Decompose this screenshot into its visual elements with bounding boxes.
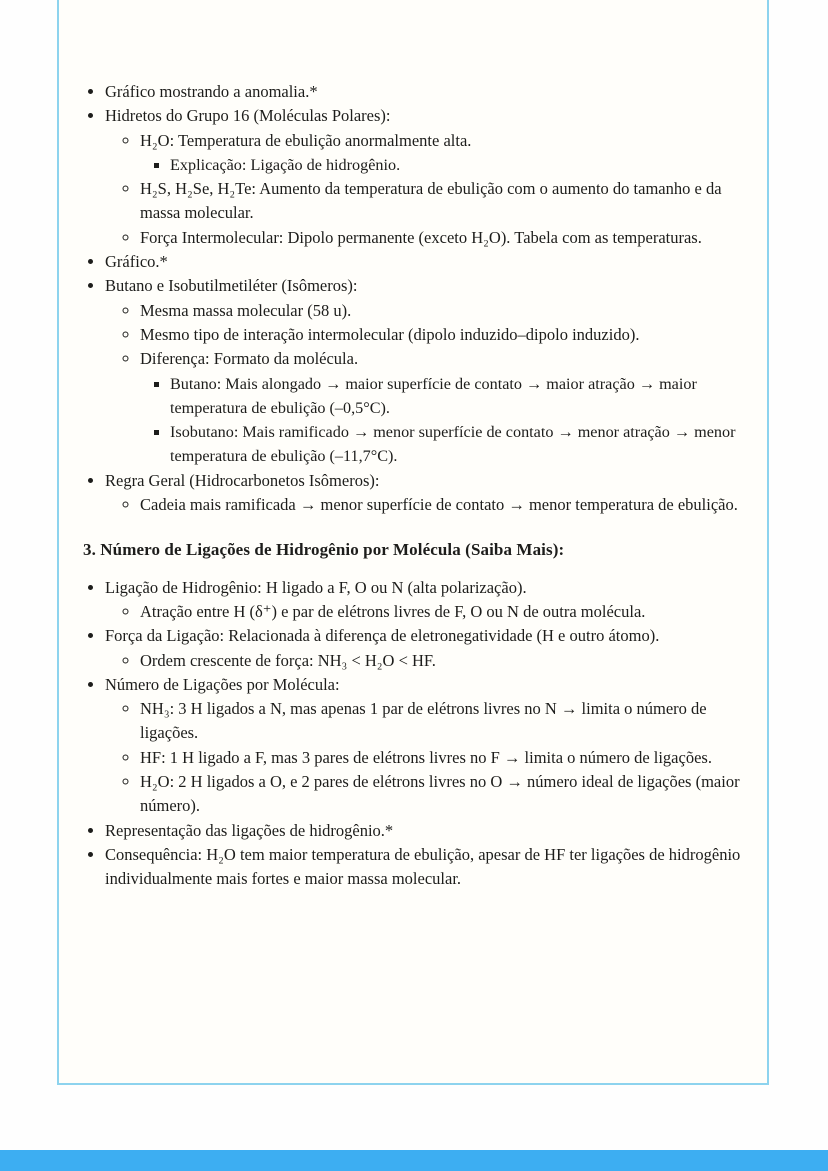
list-item xyxy=(140,493,743,517)
list-item-text: Ordem crescente de força: NH₃ < H₂O < HF. xyxy=(140,650,436,670)
list-item xyxy=(140,299,743,323)
list-item xyxy=(105,576,743,625)
sub-list xyxy=(105,600,743,624)
list-item-text: Força Intermolecular: Dipolo permanente (exceto H₂O). Tabela com as temperaturas. xyxy=(140,227,702,247)
list-item xyxy=(140,129,743,178)
list-item xyxy=(140,697,743,746)
list-item-text: H₂O: 2 H ligados a O, e 2 pares de elétrons livres no O → número ideal de ligações (maior número). xyxy=(140,772,740,816)
list-item xyxy=(140,347,743,468)
list-item xyxy=(105,250,743,274)
list-item xyxy=(105,469,743,518)
list-item xyxy=(105,104,743,250)
list-item xyxy=(140,649,743,673)
list-item-text: Consequência: H₂O tem maior temperatura de ebulição, apesar de HF ter ligações de hidrogênio individualmente mais fortes e maior massa molecular. xyxy=(105,844,741,889)
list-item-text: Diferença: Formato da molécula. xyxy=(140,349,359,369)
list-item-text: Hidretos do Grupo 16 (Moléculas Polares): xyxy=(105,106,391,126)
bullet-list-bottom xyxy=(83,576,743,892)
list-item xyxy=(105,673,743,819)
list-item xyxy=(105,624,743,673)
list-item xyxy=(170,372,743,421)
list-item xyxy=(105,819,743,843)
sub-list xyxy=(105,649,743,673)
list-item xyxy=(140,323,743,347)
list-item xyxy=(140,600,743,624)
list-item xyxy=(170,153,743,177)
list-item-text: Butano e Isobutilmetiléter (Isômeros): xyxy=(105,276,358,296)
list-item-text: H₂O: Temperatura de ebulição anormalmente alta. xyxy=(140,130,472,150)
list-item-text: Força da Ligação: Relacionada à diferença de eletronegatividade (H e outro átomo). xyxy=(105,626,660,646)
list-item-text: Gráfico mostrando a anomalia.* xyxy=(105,82,318,101)
list-item-text: Número de Ligações por Molécula: xyxy=(105,674,340,694)
list-item-text: Atração entre H (δ⁺) e par de elétrons livres de F, O ou N de outra molécula. xyxy=(140,601,646,621)
list-item xyxy=(140,226,743,250)
list-item xyxy=(140,746,743,770)
sub-list xyxy=(105,697,743,818)
list-item xyxy=(105,80,743,104)
list-item-text: H₂S, H₂Se, H₂Te: Aumento da temperatura de ebulição com o aumento do tamanho e da massa molecular. xyxy=(140,179,722,223)
list-item-text: Regra Geral (Hidrocarbonetos Isômeros): xyxy=(105,470,380,490)
section-heading: 3. Número de Ligações de Hidrogênio por Molécula (Saiba Mais): xyxy=(83,540,565,560)
list-item-text: Representação das ligações de hidrogênio.* xyxy=(105,820,394,840)
list-item-text: Mesmo tipo de interação intermolecular (dipolo induzido–dipolo induzido). xyxy=(140,324,640,344)
list-item-text: NH₃: 3 H ligados a N, mas apenas 1 par de elétrons livres no N → limita o número de ligações. xyxy=(140,699,707,743)
sub-list xyxy=(105,129,743,250)
list-item xyxy=(140,177,743,226)
list-item xyxy=(170,420,743,469)
sub-list xyxy=(105,493,743,517)
list-item xyxy=(105,274,743,468)
list-item-text: Explicação: Ligação de hidrogênio. xyxy=(170,155,401,174)
footer-accent-bar xyxy=(0,1150,828,1171)
sub-list xyxy=(105,299,743,469)
document-frame xyxy=(57,0,769,1085)
list-item xyxy=(105,843,743,892)
list-item-text: HF: 1 H ligado a F, mas 3 pares de elétrons livres no F → limita o número de ligações. xyxy=(140,747,712,767)
list-item xyxy=(140,770,743,819)
list-item-text: Isobutano: Mais ramificado → menor superfície de contato → menor atração → menor temperatura de ebulição (–11,7°C). xyxy=(170,423,736,466)
bullet-list-top xyxy=(83,80,743,517)
list-item-text: Cadeia mais ramificada → menor superfície de contato → menor temperatura de ebulição. xyxy=(140,495,738,515)
list-item-text: Gráfico.* xyxy=(105,252,168,272)
sub-sub-list xyxy=(140,372,743,469)
list-item-text: Mesma massa molecular (58 u). xyxy=(140,300,352,320)
list-item-text: Ligação de Hidrogênio: H ligado a F, O ou N (alta polarização). xyxy=(105,577,527,597)
sub-sub-list xyxy=(140,153,743,177)
list-item-text: Butano: Mais alongado → maior superfície de contato → maior atração → maior temperatura de ebulição (–0,5°C). xyxy=(170,374,697,417)
